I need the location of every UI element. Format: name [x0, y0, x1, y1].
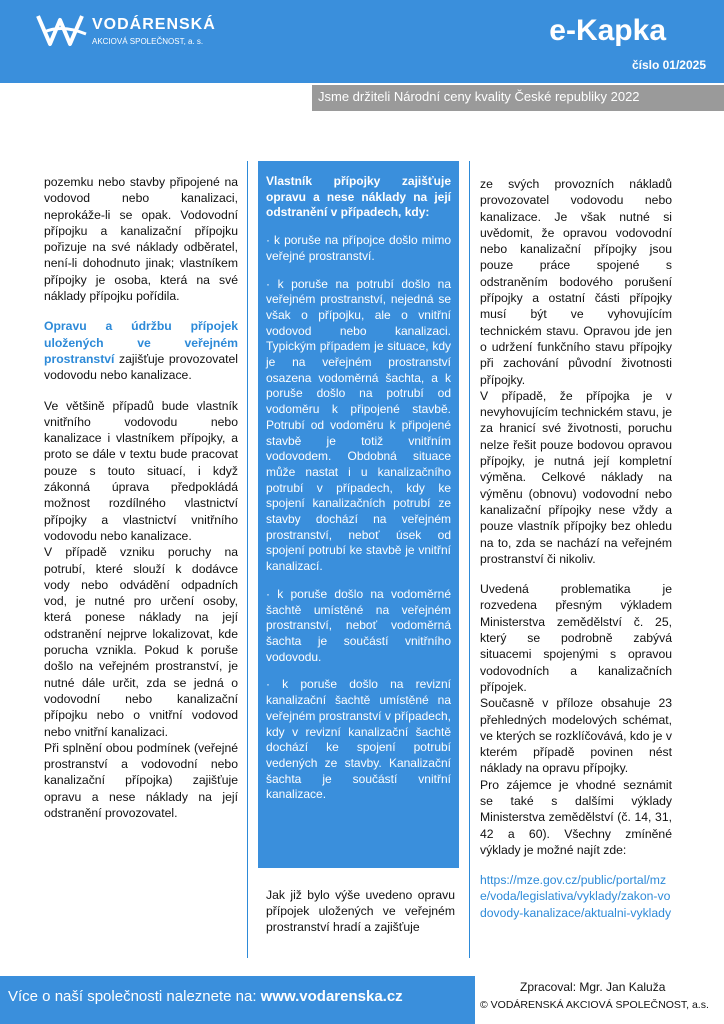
author: Zpracoval: Mgr. Jan Kaluža — [520, 980, 666, 994]
logo-mark-icon — [36, 10, 88, 50]
logo-title: VODÁRENSKÁ — [92, 16, 216, 33]
ministry-link[interactable]: https://mze.gov.cz/public/portal/mze/voda/legislativa/vyklady/zakon-vodovody-kanalizace/aktualni-vyklady — [480, 873, 672, 920]
right-paragraph-5: Pro zájemce je vhodné seznámit se také s dalšími výklady Ministerstva zemědělství (č. 14, 31, 42 a 60). Všechny zmíněné výklady je možné najít zde: — [480, 777, 672, 857]
highlight-box-content — [266, 174, 451, 803]
highlight-box-title: Vlastník přípojky zajišťuje opravu a nese náklady na její odstranění v případech, kdy: — [266, 174, 451, 220]
bullet-item: · k poruše na potrubí došlo na veřejném prostranství, nejedná se však o přípojku, ale o vnitřní vodovod nebo kanalizaci. Typickým případem je situace, kdy je na veřejném prostranství osazena vodoměrná šachta, a k poruše došlo na potrubí od vodoměru k připojené stavbě. Potrubí od vodoměru k připojené stavbě je totiž vnitřním vodovodem. Obdobná situace může nastat i u kanalizačního potrubí v případech, kdy ke spojení kanalizačních potrubí ze stavby dochází na veřejném prostranství, neboť úsek od spojení potrubí ke stavbě je vnitřní kanalizací. — [266, 276, 451, 574]
bullet-item: · k poruše na přípojce došlo mimo veřejné prostranství. — [266, 233, 451, 263]
bullet-item: · k poruše došlo na revizní kanalizační šachtě umístěné na veřejném prostranství v případech, kdy v revizní kanalizační šachtě dochází ke spojení potrubí vedených ze stavby. Kanalizační šachta je součástí vnitřní kanalizace. — [266, 677, 451, 802]
copyright: © VODÁRENSKÁ AKCIOVÁ SPOLEČNOST, a.s. — [480, 999, 709, 1011]
tagline: Jsme držiteli Národní ceny kvality České republiky 2022 — [318, 89, 640, 104]
right-paragraph-3: Uvedená problematika je rozvedena přesným výkladem Ministerstva zemědělství č. 25, který se podrobně zabývá situacemi spojenými s opravou vodovodních a kanalizačních přípojek. — [480, 582, 672, 694]
right-paragraph-1: ze svých provozních nákladů provozovatel vodovodu nebo kanalizace. Je však nutné si uvědomit, že opravou vodovodní nebo kanalizační přípojky jsou pouze práce spojené s odstraněním bodového porušení přípojky a ostatní části přípojky musí být ve vyhovujícím technickém stavu. Opravou jde jen o udržení funkčního stavu přípojky při zachování původní životnosti přípojky. — [480, 177, 672, 387]
right-paragraph-4: Současně v příloze obsahuje 23 přehledných modelových schémat, ve kterých se rozklíčovává, kdo je v kterém případě povinen nést náklady na opravu přípojky. — [480, 696, 672, 776]
issue-number: číslo 01/2025 — [631, 58, 706, 72]
right-paragraph-2: V případě, že přípojka je v nevyhovujícím technickém stavu, je za hranicí své životnosti, poruchu nelze řešit pouze bodovou opravou přípojky, je nutná její kompletní výměna. Celkové náklady na výměnu (obnovu) vodovodní nebo kanalizační přípojky nese vždy a pouze vlastník přípojky bez ohledu na to, zda se nachází na veřejném prostranství či nikoliv. — [480, 388, 672, 566]
highlight-text: Opravu a údržbu přípojek uložených ve veřejném prostranství — [44, 319, 238, 366]
left-paragraph-5: Při splnění obou podmínek (veřejné prostranství a vodovodní nebo kanalizační přípojka) zajišťuje opravu a nese náklady na její odstranění provozovatel. — [44, 740, 238, 820]
middle-bottom-text: Jak již bylo výše uvedeno opravu přípojek uložených ve veřejném prostranství hradí a zajišťuje — [266, 888, 455, 934]
left-paragraph-2: Opravu a údržbu přípojek uložených ve veřejném prostranství zajišťuje provozovatel vodovodu nebo kanalizace. — [44, 319, 238, 383]
website-link[interactable]: www.vodarenska.cz — [260, 988, 403, 1005]
footer-text: Více o naší společnosti naleznete na: www.vodarenska.cz — [8, 988, 403, 1005]
column-divider — [469, 161, 470, 958]
newsletter-title: e-Kapka — [549, 14, 666, 47]
left-paragraph-3: Ve většině případů bude vlastník vnitřního vodovodu nebo kanalizace i vlastníkem přípojky, a proto se dále v textu bude pracovat pouze s touto situací, i když zákonná úprava předpokládá možnost rozdílného vlastnictví přípojky a vlastnictví vnitřního vodovodu nebo kanalizace. — [44, 398, 238, 543]
company-logo — [36, 10, 216, 50]
left-paragraph-4: V případě vzniku poruchy na potrubí, které slouží k dodávce vody nebo odvádění odpadních vod, je nutné pro určení osoby, která ponese náklady na její odstranění nejprve lokalizovat, kde porucha vznikla. Pokud k poruše došlo na veřejném prostranství, je nutné dále určit, zda se jedná o vodovodní nebo kanalizační přípojku nebo o vnitřní vodovod nebo vnitřní kanalizaci. — [44, 545, 238, 739]
left-paragraph-1: pozemku nebo stavby připojené na vodovod nebo kanalizaci, neprokáže-li se opak. Vodovodní přípojku a kanalizační přípojku pořizuje na své náklady odběratel, není-li dohodnuto jinak; vlastníkem přípojky je osoba, která na své náklady přípojku pořídila. — [44, 175, 238, 304]
bullet-item: · k poruše došlo na vodoměrné šachtě umístěné na veřejném prostranství, neboť vodoměrná šachta je součástí vnitřního vodovodu. — [266, 586, 451, 664]
left-column — [44, 174, 238, 821]
logo-subtitle: AKCIOVÁ SPOLEČNOST, a. s. — [92, 37, 204, 46]
right-column — [480, 176, 672, 921]
column-divider — [247, 161, 248, 958]
